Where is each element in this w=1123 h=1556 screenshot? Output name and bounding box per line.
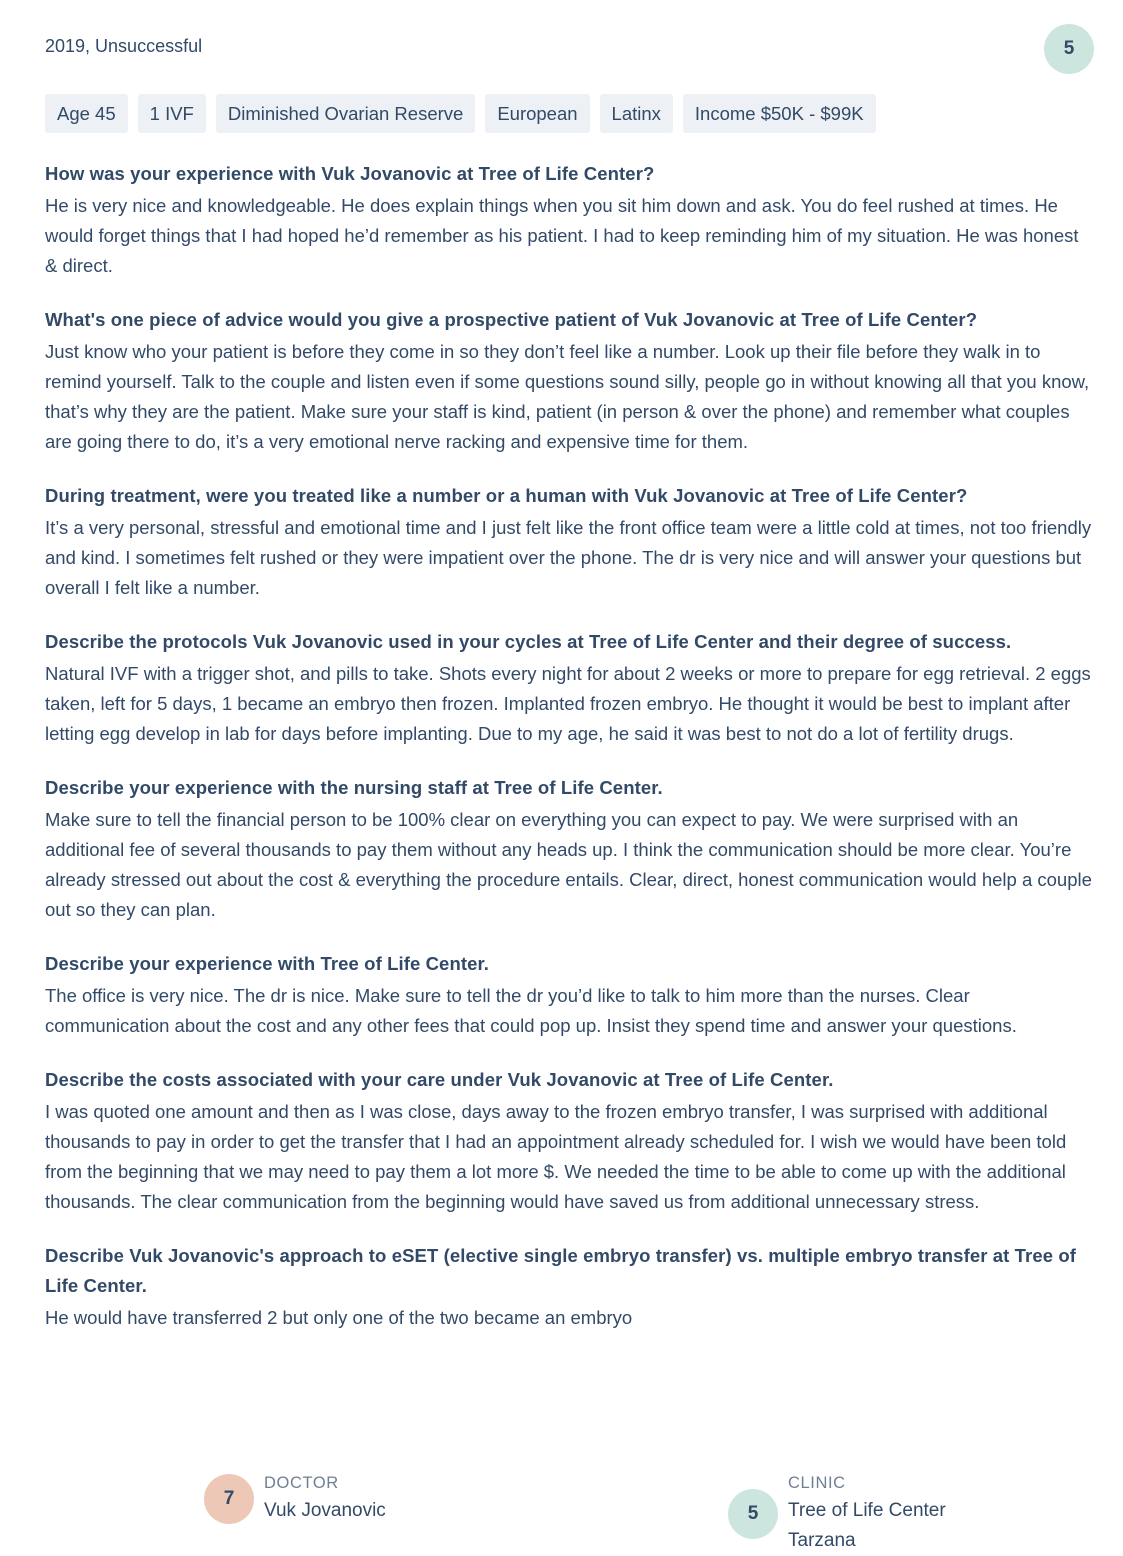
question-heading: Describe your experience with Tree of Life Center. (45, 953, 490, 974)
clinic-location: Tarzana (788, 1530, 856, 1551)
qa-item (45, 305, 1093, 457)
doctor-name[interactable]: Vuk Jovanovic (264, 1500, 386, 1521)
answer-text: I was quoted one amount and then as I was close, days away to the frozen embryo transfer, I was surprised with additional thousands to pay in order to get the transfer that I had an appointment already scheduled for. I wish we would have been told from the beginning that we may need to pay them a lot more $. We needed the time to be able to come up with the additional thousands. The clear communication from the beginning would have saved us from additional unnecessary stress. (45, 1101, 1067, 1212)
answer-text: He is very nice and knowledgeable. He does explain things when you sit him down and ask. You do feel rushed at times. He would forget things that I had hoped he’d remember as his patient. I had to keep reminding him of my situation. He was honest & direct. (45, 195, 1079, 276)
doctor-link[interactable] (264, 1470, 386, 1526)
question-heading: Describe your experience with the nursing staff at Tree of Life Center. (45, 777, 663, 798)
answer-text: Make sure to tell the financial person to be 100% clear on everything you can expect to pay. We were surprised with an additional fee of several thousands to pay them without any heads up. I think the communication should be more clear. You’re already stressed out about the cost & everything the procedure entails. Clear, direct, honest communication would help a couple out so they can plan. (45, 809, 1092, 920)
review-header (45, 0, 1093, 96)
tag-ethnicity-european: European (485, 94, 589, 133)
qa-item (45, 1241, 1093, 1333)
tag-diagnosis: Diminished Ovarian Reserve (216, 94, 475, 133)
answer-text: It’s a very personal, stressful and emotional time and I just felt like the front office team were a little cold at times, not too friendly and kind. I sometimes felt rushed or they were impatient over the phone. The dr is very nice and will answer your questions but overall I felt like a number. (45, 517, 1092, 598)
qa-item (45, 159, 1093, 281)
answer-text: Just know who your patient is before they come in so they don’t feel like a number. Look up their file before they walk in to remind yourself. Talk to the couple and listen even if some questions sound silly, people go in without knowing all that you know, that’s why they are the patient. Make sure your staff is kind, patient (in person & over the phone) and remember what couples are going there to do, it’s a very emotional nerve racking and expensive time for them. (45, 341, 1090, 452)
answer-text: Natural IVF with a trigger shot, and pills to take. Shots every night for about 2 weeks or more to prepare for egg retrieval. 2 eggs taken, left for 5 days, 1 became an embryo then frozen. Implanted frozen embryo. He thought it would be best to implant after letting egg develop in lab for days before implanting. Due to my age, he said it was best to not do a lot of fertility drugs. (45, 663, 1091, 744)
qa-item (45, 627, 1093, 749)
qa-item (45, 949, 1093, 1041)
tag-ethnicity-latinx: Latinx (600, 94, 673, 133)
question-heading: Describe Vuk Jovanovic's approach to eSET (elective single embryo transfer) vs. multiple embryo transfer at Tree of Life Center. (45, 1245, 1077, 1296)
question-heading: How was your experience with Vuk Jovanovic at Tree of Life Center? (45, 163, 655, 184)
clinic-name[interactable]: Tree of Life Center (788, 1500, 946, 1521)
tag-income: Income $50K - $99K (683, 94, 876, 133)
clinic-link[interactable] (788, 1470, 946, 1556)
tag-age: Age 45 (45, 94, 128, 133)
question-heading: Describe the protocols Vuk Jovanovic used in your cycles at Tree of Life Center and their degree of success. (45, 631, 1012, 652)
doctor-label: DOCTOR (264, 1474, 339, 1492)
review-meta: 2019, Unsuccessful (45, 36, 203, 56)
clinic-label: CLINIC (788, 1474, 846, 1492)
answer-text: He would have transferred 2 but only one of the two became an embryo (45, 1307, 633, 1328)
review-footer (0, 1470, 1123, 1551)
clinic-score-badge: 5 (728, 1489, 778, 1539)
qa-item (45, 1065, 1093, 1217)
qa-item (45, 481, 1093, 603)
answer-text: The office is very nice. The dr is nice. Make sure to tell the dr you’d like to talk to him more than the nurses. Clear communication about the cost and any other fees that could pop up. Insist they spend time and answer your questions. (45, 985, 1017, 1036)
review-card (45, 0, 1093, 1333)
tag-ivf-count: 1 IVF (138, 94, 206, 133)
qa-item (45, 773, 1093, 925)
question-heading: During treatment, were you treated like a number or a human with Vuk Jovanovic at Tree of Life Center? (45, 485, 968, 506)
question-heading: Describe the costs associated with your care under Vuk Jovanovic at Tree of Life Center. (45, 1069, 834, 1090)
patient-tags (45, 94, 1093, 133)
doctor-score-badge: 7 (204, 1474, 254, 1524)
question-heading: What's one piece of advice would you give a prospective patient of Vuk Jovanovic at Tree of Life Center? (45, 309, 978, 330)
review-score-badge: 5 (1044, 24, 1094, 74)
